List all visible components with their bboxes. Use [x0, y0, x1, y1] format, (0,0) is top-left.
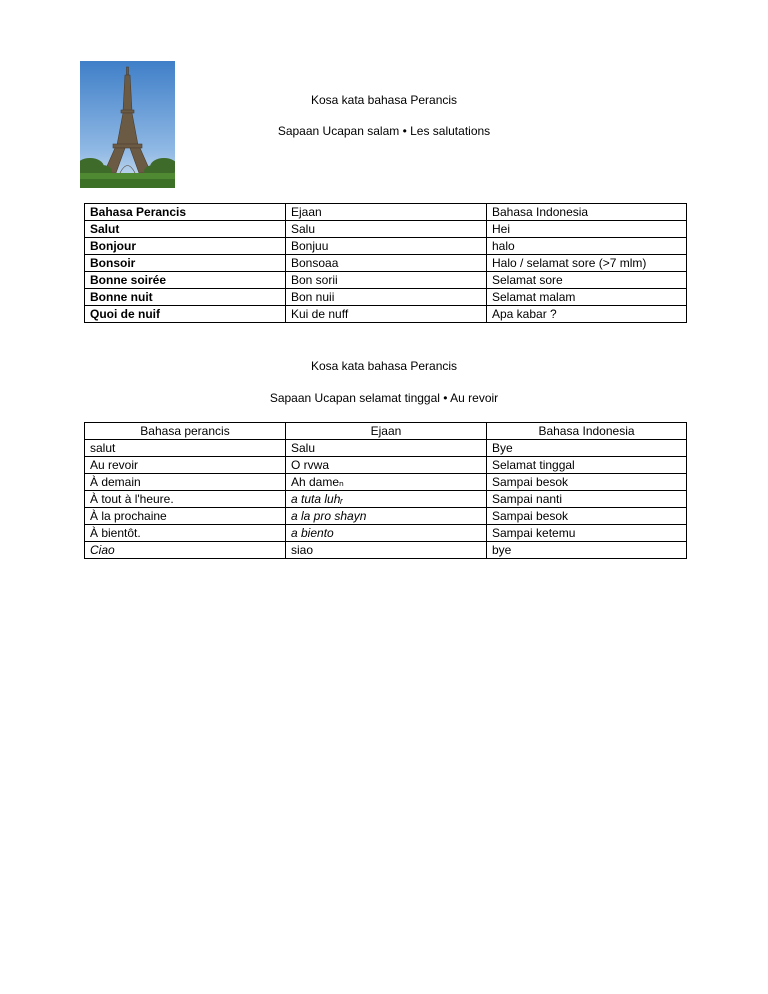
- table-cell: Bon sorii: [286, 272, 487, 289]
- table-row: [85, 221, 687, 238]
- table-cell: Ah dameₙ: [286, 474, 487, 491]
- table-row: [85, 255, 687, 272]
- table-row: [85, 440, 687, 457]
- table-cell: À tout à l'heure.: [85, 491, 286, 508]
- table-row: [85, 542, 687, 559]
- table-cell: Ciao: [85, 542, 286, 559]
- section2-subtitle: Sapaan Ucapan selamat tinggal • Au revoir: [269, 391, 499, 405]
- farewells-table: [84, 422, 687, 559]
- table-cell: À demain: [85, 474, 286, 491]
- table-cell: Selamat sore: [487, 272, 687, 289]
- table-row: [85, 474, 687, 491]
- table-cell: Kui de nuff: [286, 306, 487, 323]
- section2-title: Kosa kata bahasa Perancis: [310, 359, 458, 373]
- greetings-table: [84, 203, 687, 323]
- section1-title: Kosa kata bahasa Perancis: [310, 93, 458, 107]
- table-cell: Apa kabar ?: [487, 306, 687, 323]
- table-header-row: [85, 423, 687, 440]
- table-row: [85, 238, 687, 255]
- table-row: [85, 272, 687, 289]
- section1-subtitle: Sapaan Ucapan salam • Les salutations: [277, 124, 491, 138]
- table-header-cell: Ejaan: [286, 423, 487, 440]
- table-cell: bye: [487, 542, 687, 559]
- table-row: [85, 525, 687, 542]
- table-cell: Bonsoaa: [286, 255, 487, 272]
- table-cell: À bientôt.: [85, 525, 286, 542]
- table-cell: Bonjour: [85, 238, 286, 255]
- table-cell: a la pro shayn: [286, 508, 487, 525]
- table-cell: Bonne nuit: [85, 289, 286, 306]
- table-header-cell: Bahasa perancis: [85, 423, 286, 440]
- table-header-cell: Ejaan: [286, 204, 487, 221]
- table-cell: Bye: [487, 440, 687, 457]
- table-cell: siao: [286, 542, 487, 559]
- table-cell: Bonne soirée: [85, 272, 286, 289]
- table-cell: Bonjuu: [286, 238, 487, 255]
- table-header-cell: Bahasa Perancis: [85, 204, 286, 221]
- table-header-cell: Bahasa Indonesia: [487, 204, 687, 221]
- table-cell: Salut: [85, 221, 286, 238]
- table-row: [85, 491, 687, 508]
- table-cell: Sampai nanti: [487, 491, 687, 508]
- table-cell: Salu: [286, 440, 487, 457]
- table-cell: salut: [85, 440, 286, 457]
- table-row: [85, 289, 687, 306]
- table-cell: Bonsoir: [85, 255, 286, 272]
- table-header-row: [85, 204, 687, 221]
- table-cell: Sampai besok: [487, 474, 687, 491]
- table-row: [85, 457, 687, 474]
- table-cell: Halo / selamat sore (>7 mlm): [487, 255, 687, 272]
- table-cell: Selamat tinggal: [487, 457, 687, 474]
- table-header-cell: Bahasa Indonesia: [487, 423, 687, 440]
- table-cell: Quoi de nuif: [85, 306, 286, 323]
- table-cell: Sampai ketemu: [487, 525, 687, 542]
- table-row: [85, 508, 687, 525]
- table-cell: a tuta luhᵣ: [286, 491, 487, 508]
- table-cell: a biento: [286, 525, 487, 542]
- table-cell: Selamat malam: [487, 289, 687, 306]
- table-cell: À la prochaine: [85, 508, 286, 525]
- table-row: [85, 306, 687, 323]
- table-cell: Hei: [487, 221, 687, 238]
- table-cell: O rvwa: [286, 457, 487, 474]
- table-cell: Au revoir: [85, 457, 286, 474]
- table-cell: Sampai besok: [487, 508, 687, 525]
- table-cell: Salu: [286, 221, 487, 238]
- table-cell: Bon nuii: [286, 289, 487, 306]
- table-cell: halo: [487, 238, 687, 255]
